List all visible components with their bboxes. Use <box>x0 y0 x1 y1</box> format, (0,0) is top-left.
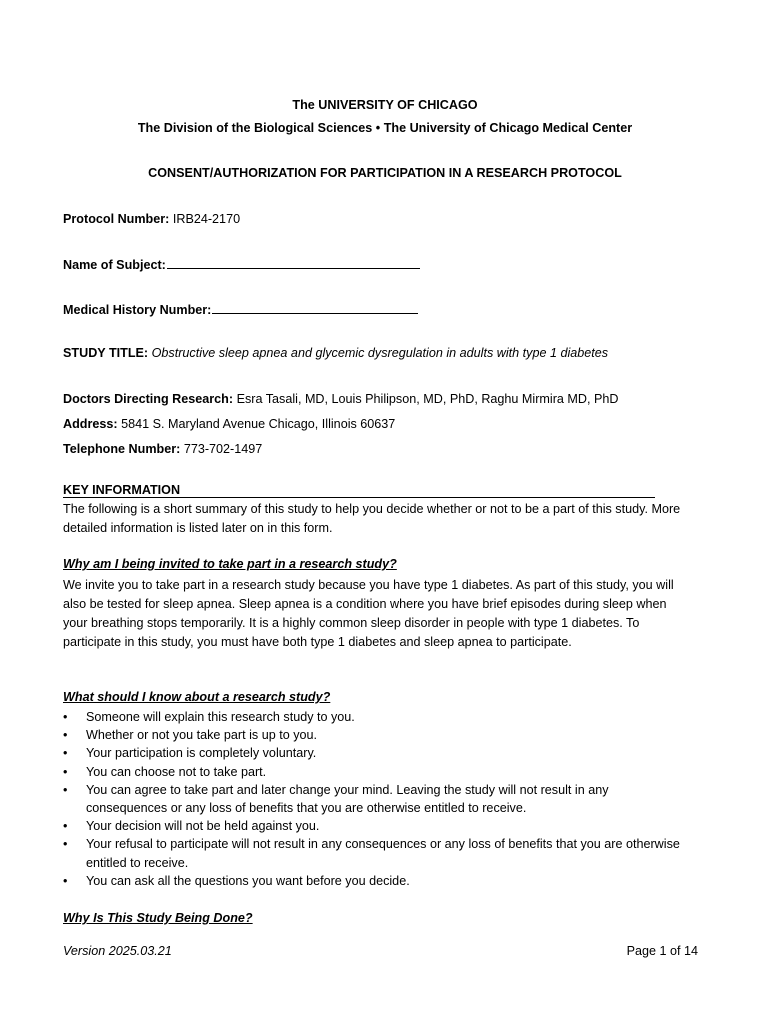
bullet-icon: • <box>63 764 68 779</box>
subject-name-row <box>63 256 420 272</box>
list-item: • Your decision will not be held against you. <box>63 817 688 835</box>
why-invited-text: We invite you to take part in a research study because you have type 1 diabetes. As part of this study, you will also be tested for sleep apnea. Sleep apnea is a condition where you have brief episodes during sleep when your breathing stops temporarily. It is a highly common sleep disorder in people with type 1 diabetes. To participate in this study, you must have both type 1 diabetes and sleep apnea to participate. <box>63 578 674 649</box>
protocol-value: IRB24-2170 <box>172 212 241 226</box>
bullet-icon: • <box>63 746 68 761</box>
what-know-heading: What should I know about a research study? <box>63 690 331 704</box>
study-title-value: Obstructive sleep apnea and glycemic dysregulation in adults with type 1 diabetes <box>151 346 609 360</box>
why-invited-heading: Why am I being invited to take part in a research study? <box>63 557 397 571</box>
list-item: • You can choose not to take part. <box>63 763 688 781</box>
list-item: • Your refusal to participate will not result in any consequences or any loss of benefits that you are otherwise entitled to receive. <box>63 837 680 870</box>
division-line: The Division of the Biological Sciences • The University of Chicago Medical Center <box>137 121 633 135</box>
list-item: • You can ask all the questions you want before you decide. <box>63 872 688 890</box>
version-footer: Version 2025.03.21 <box>63 944 172 958</box>
medical-history-row <box>63 301 418 317</box>
address-value: 5841 S. Maryland Avenue Chicago, Illinois 60637 <box>121 417 396 431</box>
doctors-label: Doctors Directing Research: <box>63 392 234 406</box>
doctors-row <box>63 392 618 406</box>
form-title: CONSENT/AUTHORIZATION FOR PARTICIPATION IN A RESEARCH PROTOCOL <box>148 166 622 180</box>
subject-name-field[interactable] <box>167 256 420 269</box>
list-item: • Your participation is completely voluntary. <box>63 744 688 762</box>
university-name: The UNIVERSITY OF CHICAGO <box>292 98 478 112</box>
medical-history-label: Medical History Number: <box>63 303 212 317</box>
study-title <box>63 346 608 360</box>
subject-name-label: Name of Subject: <box>63 258 166 272</box>
protocol-label: Protocol Number: <box>63 212 170 226</box>
list-item: • Someone will explain this research study to you. <box>63 708 688 726</box>
telephone-row <box>63 442 262 456</box>
address-label: Address: <box>63 417 118 431</box>
telephone-label: Telephone Number: <box>63 442 181 456</box>
bullet-icon: • <box>63 873 68 888</box>
study-title-label: STUDY TITLE: <box>63 346 149 360</box>
list-item: • You can agree to take part and later change your mind. Leaving the study will not result in any consequences or any loss of benefits that you are otherwise entitled to receive. <box>63 782 609 816</box>
what-know-list <box>63 708 688 890</box>
bullet-icon: • <box>63 819 68 834</box>
page-number: Page 1 of 14 <box>626 944 698 958</box>
doctors-value: Esra Tasali, MD, Louis Philipson, MD, PhD, Raghu Mirmira MD, PhD <box>236 392 619 406</box>
key-information-text: The following is a short summary of this study to help you decide whether or not to be a part of this study. More detailed information is listed later on in this form. <box>63 502 681 535</box>
medical-history-field[interactable] <box>212 301 418 314</box>
bullet-icon: • <box>63 710 68 724</box>
protocol-number <box>63 212 240 226</box>
list-item: • Whether or not you take part is up to you. <box>63 726 688 744</box>
telephone-value: 773-702-1497 <box>183 442 263 456</box>
bullet-icon: • <box>63 728 68 743</box>
key-information-heading: KEY INFORMATION <box>63 483 181 497</box>
bullet-icon: • <box>63 837 68 852</box>
bullet-icon: • <box>63 782 68 797</box>
why-done-heading: Why Is This Study Being Done? <box>63 911 253 925</box>
address-row <box>63 417 395 431</box>
